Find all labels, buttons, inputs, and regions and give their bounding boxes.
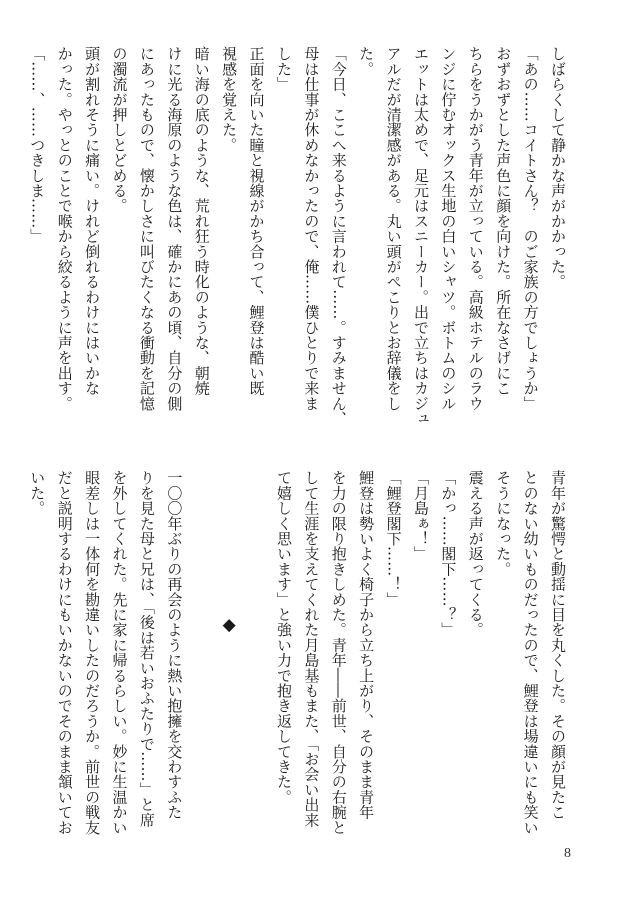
text-line: アルだが清潔感がある。丸い頭がぺこりとお辞儀をし	[384, 46, 403, 411]
text-line: 「月島ぁ！」	[411, 470, 430, 562]
text-line: 「あの……コイトさん？ のご家族の方でしょうか」	[521, 46, 540, 411]
text-line: 「鯉登閣下……！」	[384, 470, 403, 607]
text-line: して生涯を支えてくれた月島基もまた、「お会い出来	[302, 470, 321, 828]
text-line: 青年が驚愕と動揺に目を丸くした。その顔が見たこ	[549, 470, 567, 820]
text-line: 震える声が返ってくる。	[466, 470, 485, 638]
text-line: 母は仕事が休めなかったので、俺……僕ひとりで来ま	[302, 46, 321, 411]
text-line: を力の限り抱きしめた。青年――前世、自分の右腕と	[329, 470, 348, 835]
text-line: 暗い海の底のような、荒れ狂う時化のような、朝焼	[192, 46, 211, 396]
text-line: おずおずとした声色に顔を向けた。所在なさげにこ	[494, 46, 513, 396]
text-line: にあったもので、懐かしさに叫びたくなる衝動を記憶	[137, 46, 156, 411]
text-line: いた。	[28, 470, 47, 516]
section-break-diamond-icon: ◆	[219, 615, 240, 636]
text-line: た。	[357, 46, 376, 77]
text-line: しばらくして静かな声がかかった。	[549, 46, 567, 290]
text-line: とのない幼いものだったので、鯉登は場違いにも笑い	[521, 470, 540, 835]
text-line: を外してくれた。先に家に帰るらしい。妙に生温かい	[110, 470, 129, 835]
text-line: だと説明するわけにもいかないのでそのまま頷いてお	[55, 470, 74, 835]
text-line: 視感を覚えた。	[220, 46, 239, 153]
text-block-lower	[28, 470, 571, 842]
text-line: ンジに佇むオックス生地の白いシャツ。ボトムのシル	[439, 46, 458, 411]
text-line: 鯉登は勢いよく椅子から立ち上がり、そのまま青年	[357, 470, 376, 820]
text-line: エットは太めで、足元はスニーカー。出で立ちはカジュ	[411, 46, 430, 426]
text-line: した」	[274, 46, 293, 92]
text-line: かった。やっとのことで喉から絞るように声を出す。	[55, 46, 74, 411]
text-line: りを見た母と兄は、「後は若いおふたりで……」と席	[137, 470, 156, 828]
text-line: 眼差しは一体何を勘違いしたのだろうか。前世の戦友	[83, 470, 102, 835]
text-block-upper	[28, 46, 571, 426]
text-line: て嬉しく思います」と強い力で抱き返してきた。	[274, 470, 293, 805]
text-line: けに光る海原のような色は、確かにあの頃、自分の側	[165, 46, 184, 411]
text-line: ちらをうかがう青年が立っている。高級ホテルのラウ	[466, 46, 485, 411]
text-line: 正面を向いた瞳と視線がかち合って、鯉登は酷い既	[247, 46, 266, 396]
text-line: 頭が割れそうに痛い。けれど倒れるわけにはいかな	[83, 46, 102, 396]
text-line: 一〇〇年ぶりの再会のように熱い抱擁を交わすふた	[165, 470, 184, 820]
page-number: 8	[564, 846, 571, 861]
text-line: 「……、……つきしま……」	[28, 46, 47, 244]
text-line: そうになった。	[494, 470, 513, 577]
text-line: の濁流が押しとどめる。	[110, 46, 129, 214]
text-line: 「かっ……閣下……？」	[439, 470, 458, 638]
text-line: 「今日、ここへ来るように言われて……。すみません、	[329, 46, 348, 426]
